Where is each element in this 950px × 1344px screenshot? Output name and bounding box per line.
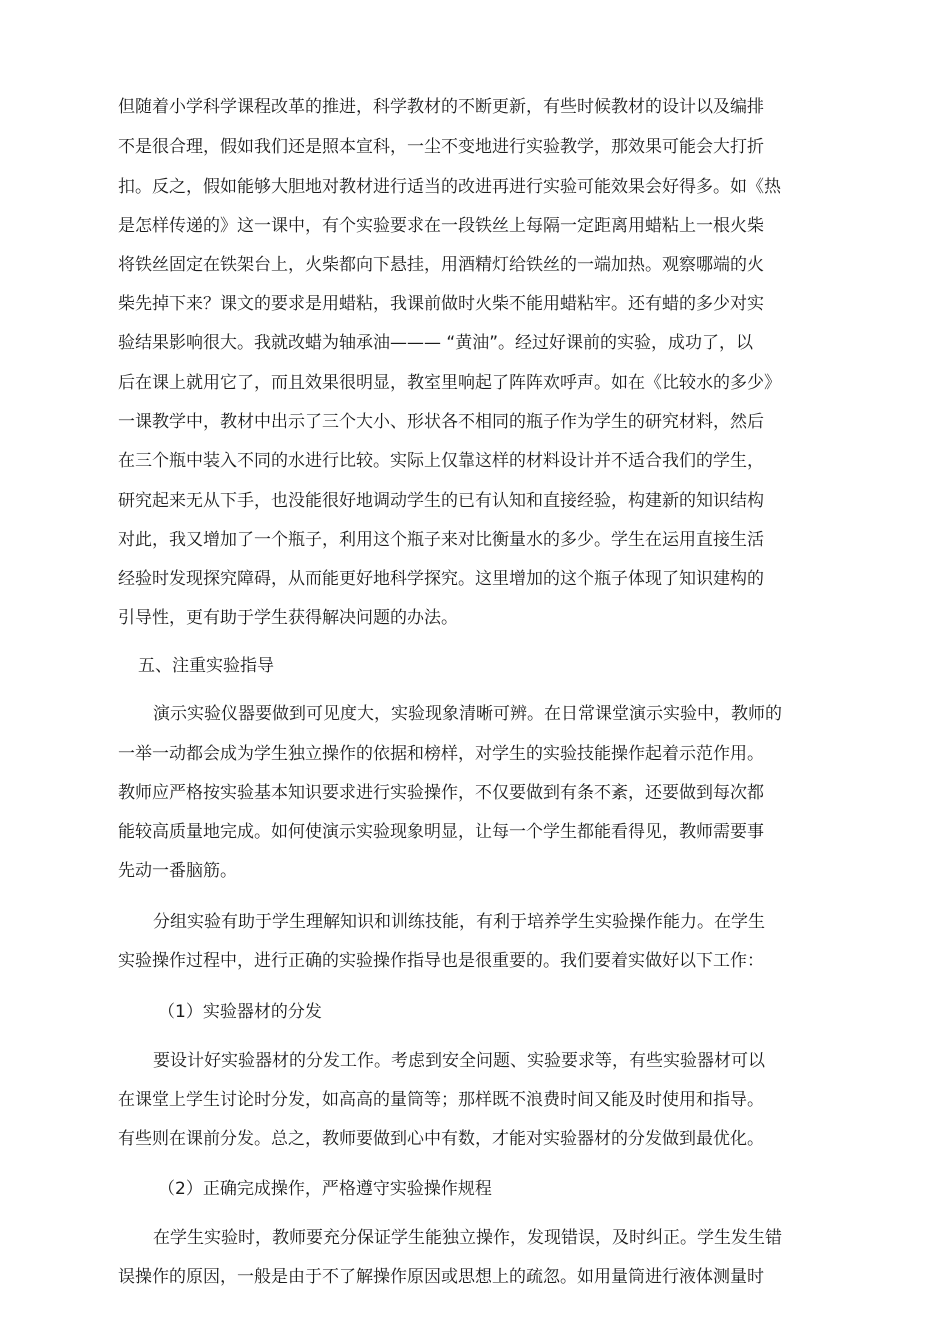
- p3-line-1: 分组实验有助于学生理解知识和训练技能，有利于培养学生实验操作能力。在学生: [153, 912, 765, 932]
- p1-line-3: 扣。反之，假如能够大胆地对教材进行适当的改进再进行实验可能效果会好得多。如《热: [118, 177, 781, 197]
- section-heading: 五、注重实验指导: [138, 656, 274, 676]
- p5-line-2: 误操作的原因，一般是由于不了解操作原因或思想上的疏忽。如用量筒进行液体测量时: [118, 1267, 764, 1287]
- p1-line-5: 将铁丝固定在铁架台上，火柴都向下悬挂，用酒精灯给铁丝的一端加热。观察哪端的火: [118, 255, 764, 275]
- p3-line-2: 实验操作过程中，进行正确的实验操作指导也是很重要的。我们要着实做好以下工作：: [118, 951, 764, 971]
- p1-line-13: 经验时发现探究障碍，从而能更好地科学探究。这里增加的这个瓶子体现了知识建构的: [118, 569, 764, 589]
- p1-line-4: 是怎样传递的》这一课中，有个实验要求在一段铁丝上每隔一定距离用蜡粘上一根火柴: [118, 216, 764, 236]
- subheading-2: （2）正确完成操作，严格遵守实验操作规程: [158, 1179, 492, 1199]
- p1-line-7: 验结果影响很大。我就改蜡为轴承油——— “黄油”。经过好课前的实验，成功了，以: [118, 333, 754, 353]
- p4-line-2: 在课堂上学生讨论时分发，如高高的量筒等；那样既不浪费时间又能及时使用和指导。: [118, 1090, 764, 1110]
- p1-line-10: 在三个瓶中装入不同的水进行比较。实际上仅靠这样的材料设计并不适合我们的学生，: [118, 451, 764, 471]
- subheading-1: （1）实验器材的分发: [158, 1002, 322, 1022]
- p1-line-11: 研究起来无从下手，也没能很好地调动学生的已有认知和直接经验，构建新的知识结构: [118, 491, 764, 511]
- p2-line-3: 教师应严格按实验基本知识要求进行实验操作，不仅要做到有条不紊，还要做到每次都: [118, 783, 764, 803]
- p4-line-3: 有些则在课前分发。总之，教师要做到心中有数，才能对实验器材的分发做到最优化。: [118, 1129, 764, 1149]
- p2-line-2: 一举一动都会成为学生独立操作的依据和榜样，对学生的实验技能操作起着示范作用。: [118, 744, 764, 764]
- p2-line-1: 演示实验仪器要做到可见度大，实验现象清晰可辨。在日常课堂演示实验中，教师的: [153, 704, 782, 724]
- p1-line-6: 柴先掉下来？课文的要求是用蜡粘，我课前做时火柴不能用蜡粘牢。还有蜡的多少对实: [118, 294, 764, 314]
- p5-line-1: 在学生实验时，教师要充分保证学生能独立操作，发现错误，及时纠正。学生发生错: [153, 1228, 782, 1248]
- p1-line-2: 不是很合理，假如我们还是照本宣科，一尘不变地进行实验教学，那效果可能会大打折: [118, 137, 764, 157]
- p2-line-5: 先动一番脑筋。: [118, 861, 237, 881]
- p1-line-9: 一课教学中，教材中出示了三个大小、形状各不相同的瓶子作为学生的研究材料，然后: [118, 412, 764, 432]
- p2-line-4: 能较高质量地完成。如何使演示实验现象明显，让每一个学生都能看得见，教师需要事: [118, 822, 764, 842]
- p1-line-12: 对此，我又增加了一个瓶子，利用这个瓶子来对比衡量水的多少。学生在运用直接生活: [118, 530, 764, 550]
- p4-line-1: 要设计好实验器材的分发工作。考虑到安全问题、实验要求等，有些实验器材可以: [153, 1051, 765, 1071]
- p1-line-8: 后在课上就用它了，而且效果很明显，教室里响起了阵阵欢呼声。如在《比较水的多少》: [118, 373, 781, 393]
- p1-line-14: 引导性，更有助于学生获得解决问题的办法。: [118, 608, 458, 628]
- p1-line-1: 但随着小学科学课程改革的推进，科学教材的不断更新，有些时候教材的设计以及编排: [118, 97, 764, 117]
